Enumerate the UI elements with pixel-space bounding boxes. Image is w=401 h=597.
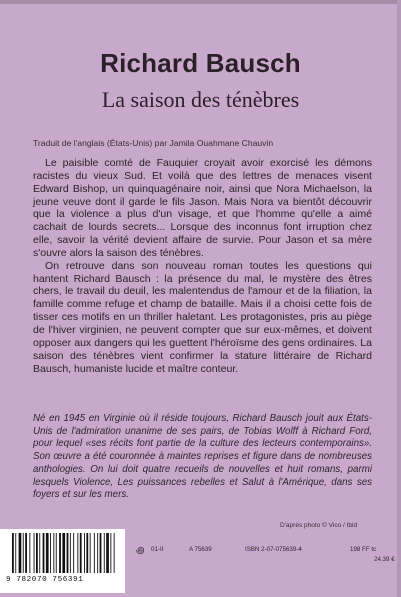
isbn: ISBN 2-07-075639-4 <box>245 546 302 553</box>
code-1: 01-II <box>151 546 164 553</box>
book-title: La saison des ténèbres <box>101 87 300 112</box>
author-name: Richard Bausch <box>100 48 301 78</box>
blurb <box>33 157 372 375</box>
translator-note: Traduit de l'anglais (États-Unis) par Jamila Ouahmane Chauvin <box>33 138 274 148</box>
blurb-paragraph: On retrouve dans son nouveau roman toutes les questions qui hantent Richard Bausch : la présence du mal, le mystère des êtres chers, le travail du deuil, les malentendus de l'amour et de la filiation, la famille comme refuge et champ de bataille. Mais il a choisi cette fois de tisser ces motifs en un thriller haletant. Les protagonistes, pris au piège de l'hiver virginien, ne peuvent compter que sur eux-mêmes, et doivent opposer aux dangers qui les guettent l'héroïsme des gens ordinaires. La saison des ténèbres vient confirmer la stature littéraire de Richard Bausch, humaniste lucide et maître conteur. <box>33 259 372 375</box>
barcode <box>0 529 125 593</box>
blurb-paragraph: Le paisible comté de Fauquier croyait avoir exorcisé les démons racistes du vieux Sud. Et voilà que des lettres de menaces visent Edward Bishop, un quinquagénaire noir, ainsi que Nora Michaelson, la jeune veuve dont il garde le fils Jason. Mais Nora va bientôt découvrir que la violence a plus d'un visage, et que l'homme qu'elle a aimé cachait de lourds secrets... Lorsque des inconnus font irruption chez elle, savoir la vérité devient affaire de survie. Pour Jason et sa mère s'ouvre alors la saison des ténèbres. <box>33 157 372 259</box>
barcode-bars <box>12 533 120 575</box>
photo-credit: D'après photo © Vico / Ibid <box>280 522 358 529</box>
price-eur: 24.39 € <box>374 556 395 563</box>
price-ff: 198 FF tc <box>350 546 377 553</box>
code-2: A 75639 <box>189 546 212 553</box>
barcode-number: 9 782070 756391 <box>6 576 84 584</box>
author-bio: Né en 1945 en Virginie où il réside toujours, Richard Bausch jouit aux États-Unis de l'admiration unanime de ses pairs, de Tobias Wolff à Richard Ford, pour lequel «ses récits font partie de la culture des lecteurs contemporains». Son œuvre a été couronnée à maintes reprises et figure dans de nombreuses anthologies. On lui doit quatre recueils de nouvelles et huit romans, parmi lesquels Violence, Les puissances rebelles et Salut à l'Amérique, dans ses foyers et sur les mers. <box>33 413 372 501</box>
publisher-logo-icon: ꩜ <box>136 545 145 555</box>
cover-top-edge <box>0 0 401 4</box>
